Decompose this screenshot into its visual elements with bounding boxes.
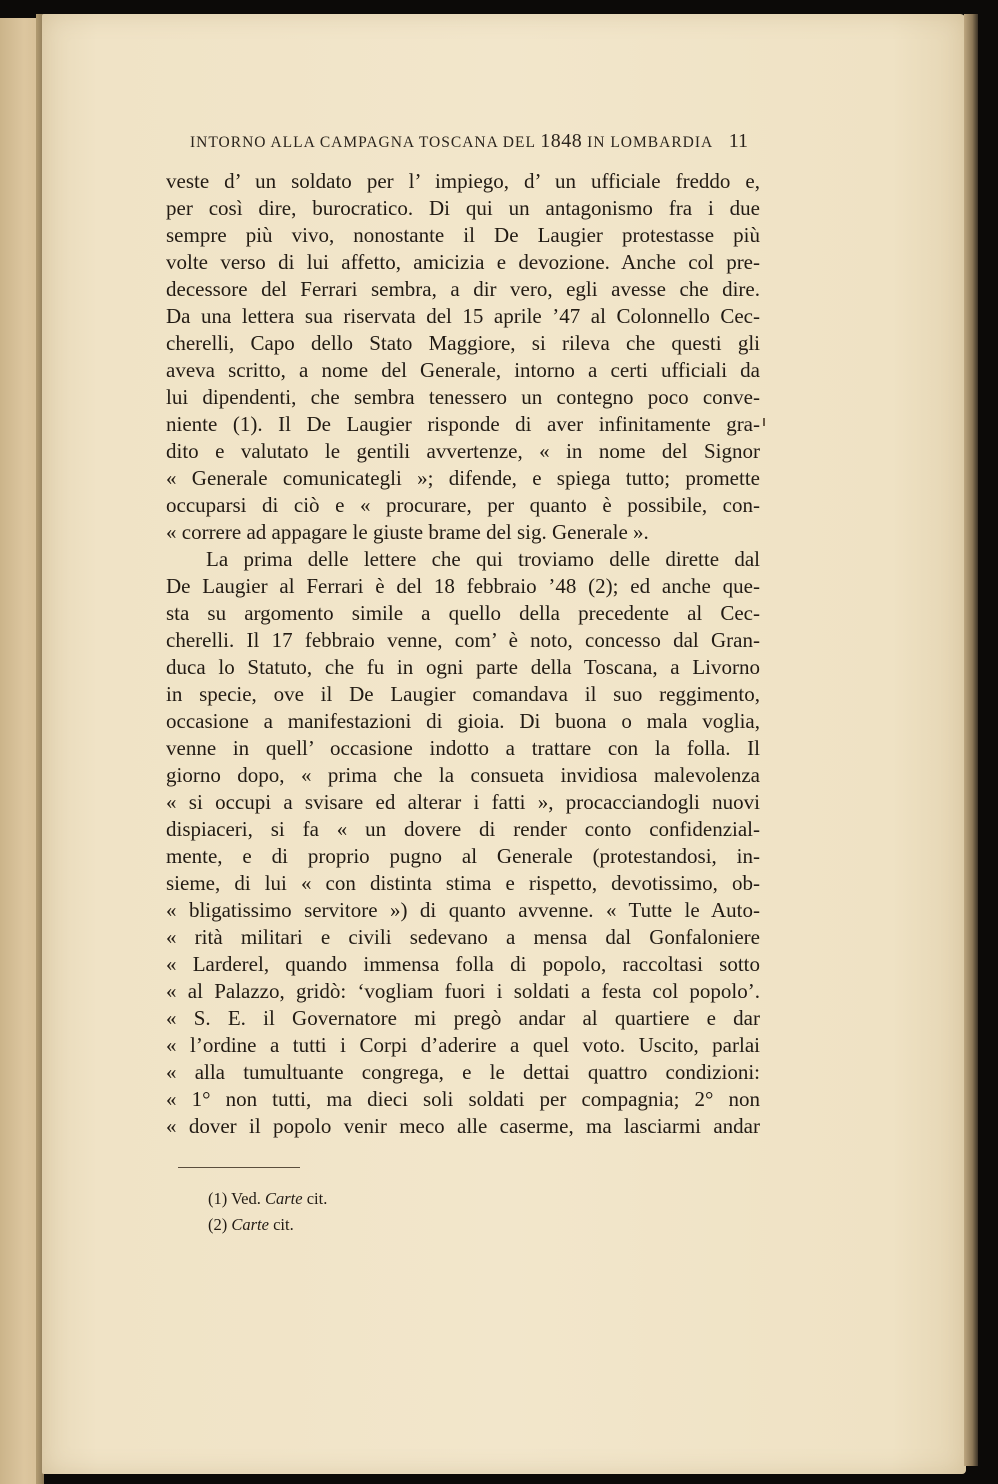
text-line: per così dire, burocratico. Di qui un antagonismo fra i due xyxy=(166,196,760,220)
text-line: occuparsi di ciò e « procurare, per quanto è possibile, con- xyxy=(166,493,760,517)
text-line: duca lo Statuto, che fu in ogni parte della Toscana, a Livorno xyxy=(166,655,760,679)
text-line: aveva scritto, a nome del Generale, intorno a certi ufficiali da xyxy=(166,358,760,382)
running-title: INTORNO ALLA CAMPAGNA TOSCANA DEL 1848 IN LOMBARDIA xyxy=(190,130,714,152)
text-line: sieme, di lui « con distinta stima e rispetto, devotissimo, ob- xyxy=(166,871,760,895)
text-line: volte verso di lui affetto, amicizia e devozione. Anche col pre- xyxy=(166,250,760,274)
text-line: Da una lettera sua riservata del 15 aprile ’47 al Colonnello Cec- xyxy=(166,304,760,328)
text-line: « bligatissimo servitore ») di quanto avvenne. « Tutte le Auto- xyxy=(166,898,760,922)
text-line: De Laugier al Ferrari è del 18 febbraio ’48 (2); ed anche que- xyxy=(166,574,760,598)
page-number: 11 xyxy=(728,130,748,152)
text-line: « Larderel, quando immensa folla di popolo, raccoltasi sotto xyxy=(166,952,760,976)
footnote-2: (2) Carte cit. xyxy=(208,1215,294,1234)
text-line: veste d’ un soldato per l’ impiego, d’ un ufficiale freddo e, xyxy=(166,169,760,193)
text-line: dispiaceri, si fa « un dovere di render conto confidenzial- xyxy=(166,817,760,841)
footnotes xyxy=(208,1186,327,1238)
paragraph-start-line: La prima delle lettere che qui troviamo delle dirette dal xyxy=(206,547,760,571)
text-line: sta su argomento simile a quello della precedente al Cec- xyxy=(166,601,760,625)
text-line: « alla tumultuante congrega, e le dettai quattro condizioni: xyxy=(166,1060,760,1084)
text-line: « rità militari e civili sedevano a mensa dal Gonfaloniere xyxy=(166,925,760,949)
text-line: dito e valutato le gentili avvertenze, « in nome del Signor xyxy=(166,439,760,463)
text-line: niente (1). Il De Laugier risponde di aver infinitamente gra- xyxy=(166,412,760,436)
text-line: venne in quell’ occasione indotto a trattare con la folla. Il xyxy=(166,736,760,760)
running-header xyxy=(190,130,748,153)
text-line: cherelli, Capo dello Stato Maggiore, si rileva che questi gli xyxy=(166,331,760,355)
text-line: « Generale comunicategli »; difende, e spiega tutto; promette xyxy=(166,466,760,490)
text-line: « l’ordine a tutti i Corpi d’aderire a quel voto. Uscito, parlai xyxy=(166,1033,760,1057)
text-line: occasione a manifestazioni di gioia. Di buona o mala voglia, xyxy=(166,709,760,733)
text-line: « S. E. il Governatore mi pregò andar al quartiere e dar xyxy=(166,1006,760,1030)
page-edge-shadow xyxy=(964,14,978,1466)
running-title-year: 1848 xyxy=(540,130,583,152)
text-line: « dover il popolo venir meco alle caserme, ma lasciarmi andar xyxy=(166,1114,760,1138)
text-line: « 1° non tutti, ma dieci soli soldati per compagnia; 2° non xyxy=(166,1087,760,1111)
text-line: cherelli. Il 17 febbraio venne, com’ è noto, concesso dal Gran- xyxy=(166,628,760,652)
text-line: « correre ad appagare le giuste brame del sig. Generale ». xyxy=(166,520,649,544)
body-text xyxy=(166,168,760,1140)
text-line: giorno dopo, « prima che la consueta invidiosa malevolenza xyxy=(166,763,760,787)
footnote-rule xyxy=(178,1167,300,1168)
text-line: lui dipendenti, che sembra tenessero un contegno poco conve- xyxy=(166,385,760,409)
text-line: « al Palazzo, gridò: ‘vogliam fuori i soldati a festa col popolo’. xyxy=(166,979,760,1003)
ink-speck xyxy=(763,418,765,426)
text-line: mente, e di proprio pugno al Generale (protestandosi, in- xyxy=(166,844,760,868)
text-line: in specie, ove il De Laugier comandava il suo reggimento, xyxy=(166,682,760,706)
text-line: « si occupi a svisare ed alterar i fatti », procacciandogli nuovi xyxy=(166,790,760,814)
text-line: decessore del Ferrari sembra, a dir vero, egli avesse che dire. xyxy=(166,277,760,301)
footnote-1: (1) Ved. Carte cit. xyxy=(208,1189,328,1208)
text-line: sempre più vivo, nonostante il De Laugier protestasse più xyxy=(166,223,760,247)
